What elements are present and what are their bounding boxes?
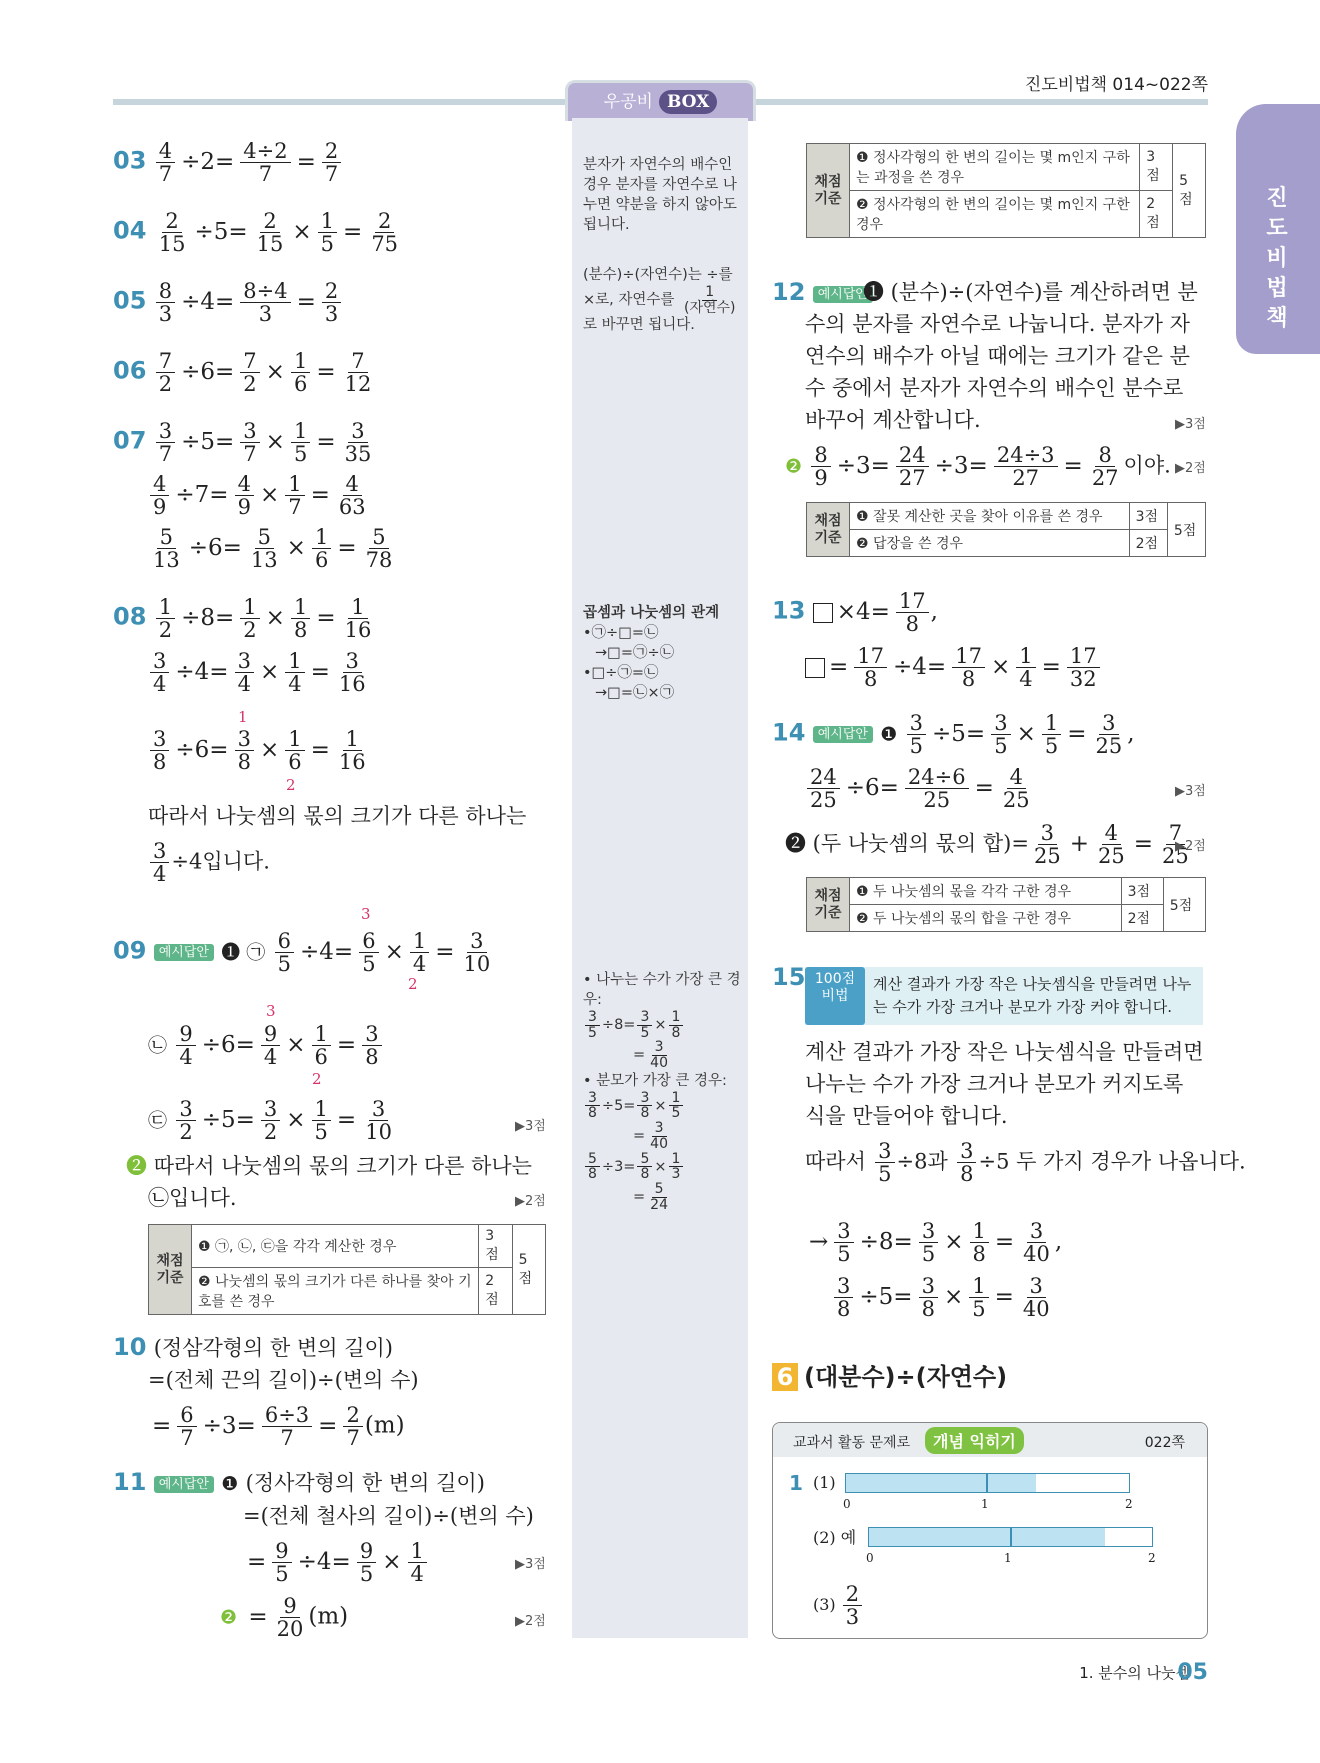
scoring-total: 5점: [512, 1225, 545, 1315]
tick-label: 0: [866, 1551, 874, 1565]
problem-14: 14 예시답안 ❶ $\frac{3}{5}$ ÷5= $\frac{3}{5}$ × $\frac{1}{5}$ = $\frac{3}{25}$ ,: [772, 711, 1135, 759]
answer-08-text: 따라서 나눗셈의 몫의 크기가 다른 하나는: [148, 804, 527, 828]
tip-2: [583, 265, 741, 335]
answer-12-text: ❶ (분수)÷(자연수)를 계산하려면 분수의 분자를 자연수로 나눕니다. 분자가 자연수의 배수가 아닐 때에는 크기가 같은 분수 중에서 분자가 자연수의 배수인 분수로 바꾸어 계산합니다.: [805, 280, 1198, 432]
answer-09-line: 따라서 나눗셈의 몫의 크기가 다른 하나는: [153, 1154, 532, 1178]
scoring-head: 채점 기준: [149, 1225, 192, 1315]
answer-15-prefix: 따라서: [805, 1149, 866, 1174]
tip-2-tail: 로 바꾸면 됩니다.: [583, 317, 695, 334]
answer-15-line4: $\frac{3}{8}$ ÷5= $\frac{3}{8}$ × $\frac{1}{5}$ = $\frac{3}{40}$: [832, 1275, 1055, 1320]
problem-14-sum-label: ❷ (두 나눗셈의 몫의 합)=: [785, 831, 1029, 856]
points-label: ▶2점: [1175, 839, 1206, 854]
cancel-mark: 1: [238, 708, 248, 726]
answer-09-result: ㉡입니다.: [148, 1186, 237, 1210]
problem-number: 15: [772, 963, 806, 991]
activity-sub-1: (1): [813, 1473, 836, 1492]
scoring-total: 5점: [1167, 503, 1205, 557]
problem-number: 10: [113, 1333, 147, 1361]
scoring-row: ❷ 나눗셈의 몫의 크기가 다른 하나를 찾아 기호를 쓴 경우: [192, 1268, 479, 1315]
page-reference: 진도비법책 014~022쪽: [1024, 75, 1208, 95]
problem-07: 07 $\frac{3}{7}$ ÷5= $\frac{3}{7}$ × $\frac{1}{5}$ = $\frac{3}{35}$: [113, 419, 372, 467]
activity-box: [772, 1422, 1208, 1639]
tip-4: • 나누는 수가 가장 큰 경우: $\frac{3}{5}$ ÷8= $\frac{3}{5}$ × $\frac{1}{8}$ = $\frac{3}{40}$ • 분모가 가장 큰 경우: $\frac{3}{8}$ ÷5= $\frac{3}{8}$ × $\frac{1}{5}$ = $\frac{3}{40}$ $\frac{5}{8}$ ÷3= $\frac{5}{8}$ × $\frac{1}{3}$ = $\frac{5}{24}$: [583, 970, 743, 1212]
problem-number: 07: [113, 426, 147, 455]
tip-3-line: →□=㉡×㉠: [595, 685, 675, 701]
scoring-row: ❶ 두 나눗셈의 몫을 각각 구한 경우: [850, 878, 1122, 905]
box-label: 우공비: [603, 92, 653, 112]
points-label: ▶3점: [515, 1557, 546, 1572]
scoring-total: 5점: [1163, 878, 1205, 932]
problem-10-line3: = $\frac{6}{7}$ ÷3= $\frac{6\div 3}{7}$ = $\frac{2}{7}$ (m): [152, 1403, 405, 1451]
problem-11-line2: =(전체 철사의 길이)÷(변의 수): [243, 1504, 534, 1528]
problem-08: 08 $\frac{1}{2}$ ÷8= $\frac{1}{2}$ × $\frac{1}{8}$ = $\frac{1}{16}$: [113, 595, 372, 643]
scoring-points: 3점: [479, 1225, 512, 1268]
problem-11-line1: (정사각형의 한 변의 길이): [245, 1471, 485, 1495]
section-title: (대분수)÷(자연수): [804, 1363, 1008, 1391]
tick-label: 0: [843, 1497, 851, 1511]
scoring-row: ❷ 정사각형의 한 변의 길이는 몇 m인지 구한 경우: [850, 191, 1140, 238]
points-label: ▶3점: [1175, 784, 1206, 799]
unit-divider: [1010, 1527, 1012, 1547]
scoring-head: 채점 기준: [807, 878, 850, 932]
cancel-mark: 2: [312, 1070, 322, 1088]
activity-tag: 개념 익히기: [925, 1427, 1024, 1454]
cancel-mark: 3: [361, 905, 371, 923]
answer-15-mid: ÷8과: [896, 1149, 948, 1174]
scoring-points: 2점: [1121, 905, 1163, 932]
tip-2-den: (자연수): [684, 299, 736, 316]
problem-08-line3: $\frac{3}{8}$ ÷6= $\frac{3}{8}$ × $\frac{1}{6}$ = $\frac{1}{16}$: [148, 728, 371, 773]
side-tab-label: 진도비법책: [1266, 186, 1288, 331]
answer-09-text: ❷ 따라서 나눗셈의 몫의 크기가 다른 하나는: [126, 1154, 532, 1178]
problem-15: [772, 965, 805, 990]
problem-14-line2: $\frac{24}{25}$ ÷6= $\frac{24\div 6}{25}$ = $\frac{4}{25}$: [805, 766, 1035, 811]
unit-label: (m): [364, 1412, 405, 1439]
problem-09-b: ㉡ $\frac{9}{4}$ ÷6= $\frac{9}{4}$ × $\frac{1}{6}$ = $\frac{3}{8}$: [148, 1023, 384, 1068]
problem-11-line4: ❷ = $\frac{9}{20}$ (m): [220, 1594, 349, 1642]
scoring-table-12: [806, 502, 1206, 557]
tip-15-box: [805, 967, 1203, 1025]
problem-08-line2: $\frac{3}{4}$ ÷4= $\frac{3}{4}$ × $\frac{1}{4}$ = $\frac{3}{16}$: [148, 650, 371, 695]
tip-3: [583, 603, 743, 703]
activity-sub-3: (3) $\frac{2}{3}$: [813, 1583, 864, 1628]
tip-3-line: →□=㉠÷㉡: [595, 645, 675, 661]
points-label: ▶3점: [1175, 417, 1206, 432]
scoring-table-14: [806, 877, 1206, 932]
fraction-bar-1-fill: [845, 1473, 1036, 1493]
problem-11: 11 예시답안 ❶ (정사각형의 한 변의 길이): [113, 1468, 485, 1496]
scoring-row: ❶ 잘못 계산한 곳을 찾아 이유를 쓴 경우: [850, 503, 1130, 530]
scoring-table-09: [148, 1224, 546, 1315]
section-heading: [772, 1357, 1007, 1392]
fraction-bar-2-fill: [868, 1527, 1105, 1547]
scoring-points: 2점: [479, 1268, 512, 1315]
cancel-mark: 2: [286, 776, 296, 794]
page-number: 05: [1177, 1660, 1208, 1685]
scoring-head: 채점 기준: [807, 503, 850, 557]
problem-04: 04 $\frac{2}{15}$ ÷5= $\frac{2}{15}$ × $\frac{1}{5}$ = $\frac{2}{75}$: [113, 209, 399, 257]
problem-10-line2: =(전체 끈의 길이)÷(변의 수): [148, 1368, 419, 1392]
answer-15-line2: 따라서 $\frac{3}{5}$ ÷8과 $\frac{3}{8}$ ÷5 두 가지 경우가 나옵니다.: [805, 1139, 1246, 1187]
answer-08-result: $\frac{3}{4}$ ÷4입니다.: [148, 840, 270, 885]
sample-answer-badge: 예시답안: [813, 286, 873, 303]
scoring-points: 3점: [1129, 503, 1167, 530]
activity-page: 022쪽: [1144, 1435, 1185, 1451]
problem-07-line2: $\frac{4}{9}$ ÷7= $\frac{4}{9}$ × $\frac{1}{7}$ = $\frac{4}{63}$: [148, 473, 371, 518]
problem-number: 11: [113, 1468, 147, 1496]
scoring-points: 2점: [1129, 530, 1167, 557]
problem-number: 09: [113, 936, 147, 965]
problem-number: 06: [113, 356, 147, 385]
scoring-row: ❶ ㉠, ㉡, ㉢을 각각 계산한 경우: [192, 1225, 479, 1268]
problem-number: 14: [772, 718, 806, 747]
answer-15-line3: → $\frac{3}{5}$ ÷8= $\frac{3}{5}$ × $\frac{1}{8}$ = $\frac{3}{40}$ ,: [809, 1219, 1063, 1267]
points-label: ▶3점: [515, 1119, 546, 1134]
tick-label: 2: [1125, 1497, 1133, 1511]
problem-05: 05 $\frac{8}{3}$ ÷4= $\frac{8\div 4}{3}$ = $\frac{2}{3}$: [113, 280, 343, 325]
problem-03: 03 $\frac{4}{7}$ ÷2= $\frac{4\div 2}{7}$ = $\frac{2}{7}$: [113, 140, 343, 185]
problem-09-c: ㉢ $\frac{3}{2}$ ÷5= $\frac{3}{2}$ × $\frac{1}{5}$ = $\frac{3}{10}$: [148, 1097, 392, 1145]
section-number: 6: [772, 1363, 798, 1391]
tip-3-title: 곱셈과 나눗셈의 관계: [583, 605, 720, 621]
scoring-table-11: [806, 143, 1206, 238]
problem-10: [113, 1335, 393, 1360]
tip-3-line: •㉠÷□=㉡: [583, 625, 659, 641]
box-tag: BOX: [659, 90, 717, 114]
tip-sidebar: [572, 118, 748, 1638]
scoring-head: 채점 기준: [807, 144, 850, 238]
problem-07-line3: $\frac{5}{13}$ ÷6= $\frac{5}{13}$ × $\frac{1}{6}$ = $\frac{5}{78}$: [153, 525, 393, 573]
problem-number: 12: [772, 278, 806, 306]
problem-13: 13 ×4= $\frac{17}{8}$ ,: [772, 589, 938, 637]
problem-13-line2: = $\frac{17}{8}$ ÷4= $\frac{17}{8}$ × $\frac{1}{4}$ = $\frac{17}{32}$: [805, 645, 1102, 690]
tip-3-line: •□÷㉠=㉡: [583, 665, 659, 681]
problem-number: 08: [113, 602, 147, 631]
activity-item-number: 1: [789, 1471, 803, 1495]
scoring-row: ❶ 정사각형의 한 변의 길이는 몇 m인지 구하는 과정을 쓴 경우: [850, 144, 1140, 191]
tip-2-text: (분수)÷(자연수)는 ÷를 ×로, 자연수를: [583, 267, 733, 309]
tip-1: 분자가 자연수의 배수인 경우 분자를 자연수로 나누면 약분을 하지 않아도 됩니다.: [583, 157, 737, 233]
tick-label: 1: [981, 1497, 989, 1511]
problem-number: 04: [113, 216, 147, 245]
scoring-points: 3점: [1121, 878, 1163, 905]
points-label: ▶2점: [1175, 461, 1206, 476]
problem-06: 06 $\frac{7}{2}$ ÷6= $\frac{7}{2}$ × $\frac{1}{6}$ = $\frac{7}{12}$: [113, 349, 372, 397]
tip-15-text: 계산 결과가 가장 작은 나눗셈식을 만들려면 나누는 수가 가장 크거나 분모가 가장 커야 합니다.: [873, 975, 1192, 1016]
activity-sub-3-label: (3): [813, 1595, 836, 1615]
tip-15-tag: 100점 비법: [805, 967, 865, 1025]
sample-answer-badge: 예시답안: [813, 726, 873, 743]
problem-09: 09 예시답안 ❶ ㉠ $\frac{6}{5}$ ÷4= $\frac{6}{5}$ × $\frac{1}{4}$ = $\frac{3}{10}$: [113, 929, 491, 977]
tick-label: 1: [1004, 1551, 1012, 1565]
answer-15-text: 계산 결과가 가장 작은 나눗셈식을 만들려면 나누는 수가 가장 크거나 분모가 커지도록 식을 만들어야 합니다.: [805, 1040, 1204, 1128]
problem-11-line3: = $\frac{9}{5}$ ÷4= $\frac{9}{5}$ × $\frac{1}{4}$: [243, 1540, 429, 1585]
cancel-mark: 3: [266, 1002, 276, 1020]
sample-answer-badge: 예시답안: [154, 944, 214, 961]
activity-header: [773, 1423, 1207, 1457]
scoring-row: ❷ 두 나눗셈의 몫의 합을 구한 경우: [850, 905, 1122, 932]
answer-15-tail: ÷5 두 가지 경우가 나옵니다.: [978, 1149, 1246, 1174]
activity-sub-2: (2) 예: [813, 1528, 857, 1547]
scoring-points: 3점: [1140, 144, 1173, 191]
points-label: ▶2점: [515, 1614, 546, 1629]
cancel-mark: 2: [408, 975, 418, 993]
problem-number: 05: [113, 286, 147, 315]
side-tab: [1236, 104, 1320, 354]
problem-14-line3: ❷ (두 나눗셈의 몫의 합)= $\frac{3}{25}$ + $\frac{4}{25}$ = $\frac{7}{25}$: [785, 821, 1189, 869]
points-label: ▶2점: [515, 1194, 546, 1209]
scoring-total: 5점: [1173, 144, 1206, 238]
tick-label: 2: [1148, 1551, 1156, 1565]
problem-number: 03: [113, 146, 147, 175]
tip-4-heading: • 나누는 수가 가장 큰 경우:: [583, 972, 741, 1008]
unit-label: (m): [308, 1603, 349, 1630]
answer-12-calc: ❷ $\frac{8}{9}$ ÷3= $\frac{24}{27}$ ÷3= $\frac{24\div 3}{27}$ = $\frac{8}{27}$ 이야.: [785, 443, 1171, 491]
problem-10-line1: (정삼각형의 한 변의 길이): [153, 1336, 393, 1360]
sample-answer-badge: 예시답안: [154, 1476, 214, 1493]
tip-4-heading: • 분모가 가장 큰 경우:: [583, 1072, 727, 1089]
scoring-row: ❷ 답장을 쓴 경우: [850, 530, 1130, 557]
box-tab: [565, 80, 756, 121]
tip-2-num: 1: [702, 285, 717, 301]
problem-number: 13: [772, 596, 806, 625]
answer-08-tail: ÷4입니다.: [171, 849, 270, 874]
scoring-points: 2점: [1140, 191, 1173, 238]
activity-header-text: 교과서 활동 문제로: [793, 1435, 911, 1451]
answer-12-tail: 이야.: [1123, 453, 1171, 478]
footer-chapter: 1. 분수의 나눗셈: [1079, 1664, 1190, 1682]
unit-divider: [986, 1473, 988, 1493]
